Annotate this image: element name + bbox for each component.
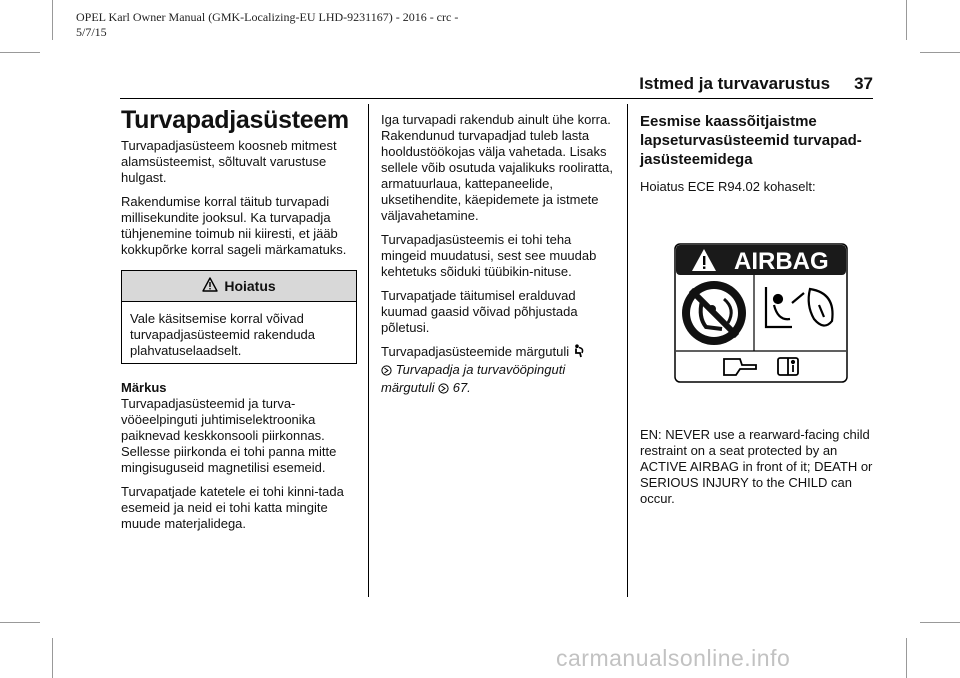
warning-triangle-icon (202, 277, 218, 295)
cross-reference-link[interactable]: Turvapadja ja turvavööpinguti märgutuli (381, 362, 566, 395)
crop-mark (0, 52, 40, 53)
paragraph: Turvapatjade täitumisel eralduvad kuumad gaasid võivad põhjustada põletusi. (381, 288, 578, 335)
crop-mark (52, 638, 53, 678)
crop-mark (52, 0, 53, 40)
paragraph: Rakendumise korral täitub turvapadi millisekundite jooksul. Ka turvapadja tühjenemine toimub nii kiiresti, et jääb kokkupõrke korral sageli märkamatuks. (121, 194, 347, 257)
column-2 (381, 112, 613, 406)
airbag-warning-label (674, 243, 878, 387)
airbag-label: AIRBAG (734, 248, 829, 275)
column-1 (121, 108, 357, 540)
page-title: Turvapadjasüsteem (121, 106, 349, 134)
warning-header (122, 271, 356, 302)
crop-mark (920, 52, 960, 53)
airbag-warning-graphic (674, 243, 848, 383)
note-title: Märkus (121, 380, 167, 395)
watermark: carmanualsonline.info (556, 645, 791, 671)
paragraph: Turvapatjade katetele ei tohi kinni-tada esemeid ja neid ei tohi katta mingite muude materjalidega. (121, 484, 344, 531)
crop-mark (906, 0, 907, 40)
paragraph: Turvapadjasüsteem koosneb mitmest alamsüsteemist, sõltuvalt varustuse hulgast. (121, 138, 337, 185)
column-3 (640, 112, 878, 515)
paragraph: Iga turvapadi rakendub ainult ühe korra. Rakendunud turvapadjad tuleb lasta hooldustöökojas välja vahetada. Lisaks sellele võib osutuda vajalikuks rooliratta, armatuurlaua, kattepaneelide, uksetihendite, käepidemete ja istmete väljavahetamine. (381, 112, 613, 223)
section-heading: Eesmise kaassõitjaistme lapseturvasüsteemid turvapad-jasüsteemidega (640, 113, 862, 168)
reference-arrow-icon (381, 364, 392, 380)
cross-reference-page[interactable]: 67. (452, 380, 471, 395)
indicator-text: Turvapadjasüsteemide märgutuli (381, 344, 570, 359)
column-divider (368, 104, 369, 597)
meta-line-2: 5/7/15 (76, 25, 107, 39)
warning-title: Hoiatus (224, 278, 276, 294)
document-meta (76, 10, 458, 40)
no-rear-facing-child-seat-icon (682, 281, 746, 345)
crop-mark (0, 622, 40, 623)
meta-line-1: OPEL Karl Owner Manual (GMK-Localizing-EU LHD-9231167) - 2016 - crc - (76, 10, 459, 24)
paragraph: Turvapadjasüsteemis ei tohi teha mingeid muudatusi, sest see muudab kehtetuks sõiduki tüübikin-nituse. (381, 232, 597, 279)
paragraph: EN: NEVER use a rearward-facing child restraint on a seat protected by an ACTIVE AIRBAG in front of it; DEATH or SERIOUS INJURY to the CHILD can occur. (640, 427, 873, 506)
crop-mark (906, 638, 907, 678)
airbag-indicator-icon (573, 344, 585, 362)
paragraph (381, 344, 613, 398)
section-title: Istmed ja turvavarustus (639, 74, 831, 93)
page-number: 37 (854, 74, 873, 93)
page-header (120, 74, 873, 99)
reference-arrow-icon (438, 382, 449, 398)
paragraph: Hoiatus ECE R94.02 kohaselt: (640, 179, 816, 194)
crop-mark (920, 622, 960, 623)
warning-box (121, 270, 357, 364)
note-text: Turvapadjasüsteemid ja turva-vööeelpinguti juhtimiselektroonika paiknevad keskkonsooli piirkonnas. Sellesse piirkonda ei tohi panna mitte mingisuguseid magnetilisi esemeid. (121, 396, 337, 475)
column-divider (627, 104, 628, 597)
warning-body: Vale käsitsemise korral võivad turvapadjasüsteemid rakenduda plahvatuselaadselt. (130, 311, 316, 358)
